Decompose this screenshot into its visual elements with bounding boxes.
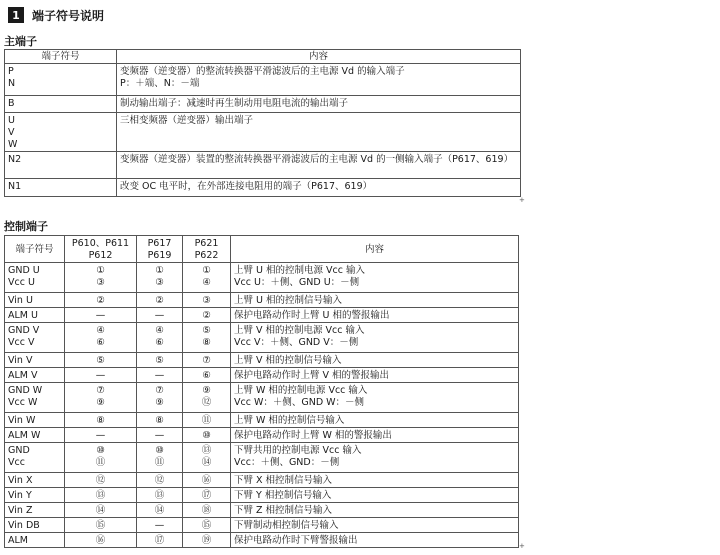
pin-p621: ⑱	[183, 503, 231, 518]
terminal-description: 上臂 U 相的控制信号输入	[231, 293, 519, 308]
terminal-symbol: N1	[5, 179, 117, 197]
terminal-symbol: Vin W	[5, 413, 65, 428]
pin-p617: ⑫	[137, 473, 183, 488]
table-row	[5, 308, 519, 323]
terminal-symbol: ALM W	[5, 428, 65, 443]
table-row	[5, 473, 519, 488]
pin-p617: —	[137, 518, 183, 533]
pin-p621: ⑲	[183, 533, 231, 548]
table-row	[5, 64, 521, 96]
pin-p610: ⑭	[65, 503, 137, 518]
pin-p617: ⑧	[137, 413, 183, 428]
pin-p617: ⑦ ⑨	[137, 383, 183, 413]
table-row	[5, 353, 519, 368]
pin-p621: ②	[183, 308, 231, 323]
corner-mark: +	[519, 196, 525, 204]
terminal-description: 上臂 W 相的控制信号输入	[231, 413, 519, 428]
pin-p621: ⑬ ⑭	[183, 443, 231, 473]
table-row	[5, 503, 519, 518]
terminal-symbol: U V W	[5, 113, 117, 152]
pin-p610: ⑤	[65, 353, 137, 368]
terminal-symbol: Vin U	[5, 293, 65, 308]
pin-p617: ④ ⑥	[137, 323, 183, 353]
pin-p621: ⑥	[183, 368, 231, 383]
terminal-symbol: GND V Vcc V	[5, 323, 65, 353]
pin-p610: ⑮	[65, 518, 137, 533]
pin-p610: ⑦ ⑨	[65, 383, 137, 413]
terminal-description: 三相变频器（逆变器）输出端子	[117, 113, 521, 152]
table-row	[5, 96, 521, 113]
pin-p617: ②	[137, 293, 183, 308]
column-header-content: 内容	[117, 50, 521, 64]
table-row	[5, 368, 519, 383]
pin-p621: ⑩	[183, 428, 231, 443]
table-row	[5, 488, 519, 503]
pin-p621: ⑰	[183, 488, 231, 503]
column-header-p610: P610、P611 P612	[65, 236, 137, 263]
terminal-description: 下臂 X 相控制信号输入	[231, 473, 519, 488]
pin-p617: ⑩ ⑪	[137, 443, 183, 473]
column-header-content: 内容	[231, 236, 519, 263]
terminal-description: 上臂 W 相的控制电源 Vcc 输入 Vcc W：＋侧、GND W：－侧	[231, 383, 519, 413]
column-header-symbol: 端子符号	[5, 50, 117, 64]
terminal-symbol: ALM U	[5, 308, 65, 323]
table-row	[5, 428, 519, 443]
pin-p621: ③	[183, 293, 231, 308]
pin-p617: —	[137, 368, 183, 383]
pin-p617: ⑭	[137, 503, 183, 518]
terminal-description: 变频器（逆变器）装置的整流转换器平滑滤波后的主电源 Vd 的一侧输入端子（P617、619）	[117, 152, 521, 179]
terminal-description: 保护电路动作时上臂 V 相的警报输出	[231, 368, 519, 383]
terminal-symbol: GND Vcc	[5, 443, 65, 473]
table-row	[5, 179, 521, 197]
column-header-symbol: 端子符号	[5, 236, 65, 263]
pin-p617: ⑤	[137, 353, 183, 368]
column-header-p617: P617 P619	[137, 236, 183, 263]
pin-p621: ⑨ ⑫	[183, 383, 231, 413]
terminal-symbol: GND U Vcc U	[5, 263, 65, 293]
terminal-symbol: P N	[5, 64, 117, 96]
table-row	[5, 293, 519, 308]
terminal-description: 保护电路动作时上臂 W 相的警报输出	[231, 428, 519, 443]
section-number: 1	[8, 7, 24, 23]
terminal-description: 改变 OC 电平时，在外部连接电阻用的端子（P617、619）	[117, 179, 521, 197]
terminal-symbol: Vin Z	[5, 503, 65, 518]
pin-p621: ⑪	[183, 413, 231, 428]
table-row	[5, 533, 519, 548]
terminal-description: 制动输出端子：减速时再生制动用电阻电流的输出端子	[117, 96, 521, 113]
pin-p610: ⑩ ⑪	[65, 443, 137, 473]
terminal-symbol: B	[5, 96, 117, 113]
section-title: 端子符号说明	[32, 8, 105, 23]
pin-p621: ① ④	[183, 263, 231, 293]
pin-p610: ① ③	[65, 263, 137, 293]
section-header	[8, 6, 104, 24]
pin-p617: —	[137, 308, 183, 323]
table-row	[5, 152, 521, 179]
pin-p610: ④ ⑥	[65, 323, 137, 353]
terminal-symbol: ALM	[5, 533, 65, 548]
terminal-description: 保护电路动作时下臂警报输出	[231, 533, 519, 548]
pin-p610: —	[65, 368, 137, 383]
pin-p621: ⑯	[183, 473, 231, 488]
pin-p621: ⑤ ⑧	[183, 323, 231, 353]
corner-mark: +	[519, 542, 525, 550]
pin-p610: —	[65, 428, 137, 443]
pin-p617: ⑰	[137, 533, 183, 548]
table-row	[5, 323, 519, 353]
pin-p610: ⑫	[65, 473, 137, 488]
main-terminals-table	[4, 49, 521, 197]
table-row	[5, 383, 519, 413]
terminal-symbol: Vin X	[5, 473, 65, 488]
terminal-description: 下臂 Z 相控制信号输入	[231, 503, 519, 518]
terminal-description: 变频器（逆变器）的整流转换器平滑滤波后的主电源 Vd 的输入端子 P：＋端、N：－端	[117, 64, 521, 96]
terminal-symbol: Vin DB	[5, 518, 65, 533]
terminal-description: 上臂 V 相的控制信号输入	[231, 353, 519, 368]
terminal-description: 上臂 U 相的控制电源 Vcc 输入 Vcc U：＋侧、GND U：－侧	[231, 263, 519, 293]
terminal-symbol: ALM V	[5, 368, 65, 383]
terminal-description: 下臂共用的控制电源 Vcc 输入 Vcc：＋侧、GND：－侧	[231, 443, 519, 473]
table-row	[5, 413, 519, 428]
main-terminals-title: 主端子	[4, 35, 37, 48]
table-row	[5, 443, 519, 473]
pin-p610: ⑬	[65, 488, 137, 503]
table-row	[5, 113, 521, 152]
table-row	[5, 263, 519, 293]
pin-p621: ⑦	[183, 353, 231, 368]
terminal-symbol: N2	[5, 152, 117, 179]
pin-p610: ⑯	[65, 533, 137, 548]
pin-p610: —	[65, 308, 137, 323]
terminal-symbol: GND W Vcc W	[5, 383, 65, 413]
column-header-p621: P621 P622	[183, 236, 231, 263]
pin-p610: ②	[65, 293, 137, 308]
terminal-description: 下臂 Y 相控制信号输入	[231, 488, 519, 503]
control-terminals-table	[4, 235, 519, 548]
terminal-description: 下臂制动相控制信号输入	[231, 518, 519, 533]
terminal-symbol: Vin V	[5, 353, 65, 368]
control-terminals-title: 控制端子	[4, 220, 48, 233]
pin-p617: ⑬	[137, 488, 183, 503]
terminal-symbol: Vin Y	[5, 488, 65, 503]
terminal-description: 上臂 V 相的控制电源 Vcc 输入 Vcc V：＋侧、GND V：－侧	[231, 323, 519, 353]
pin-p617: —	[137, 428, 183, 443]
terminal-description: 保护电路动作时上臂 U 相的警报输出	[231, 308, 519, 323]
pin-p621: ⑮	[183, 518, 231, 533]
pin-p617: ① ③	[137, 263, 183, 293]
table-row	[5, 518, 519, 533]
pin-p610: ⑧	[65, 413, 137, 428]
